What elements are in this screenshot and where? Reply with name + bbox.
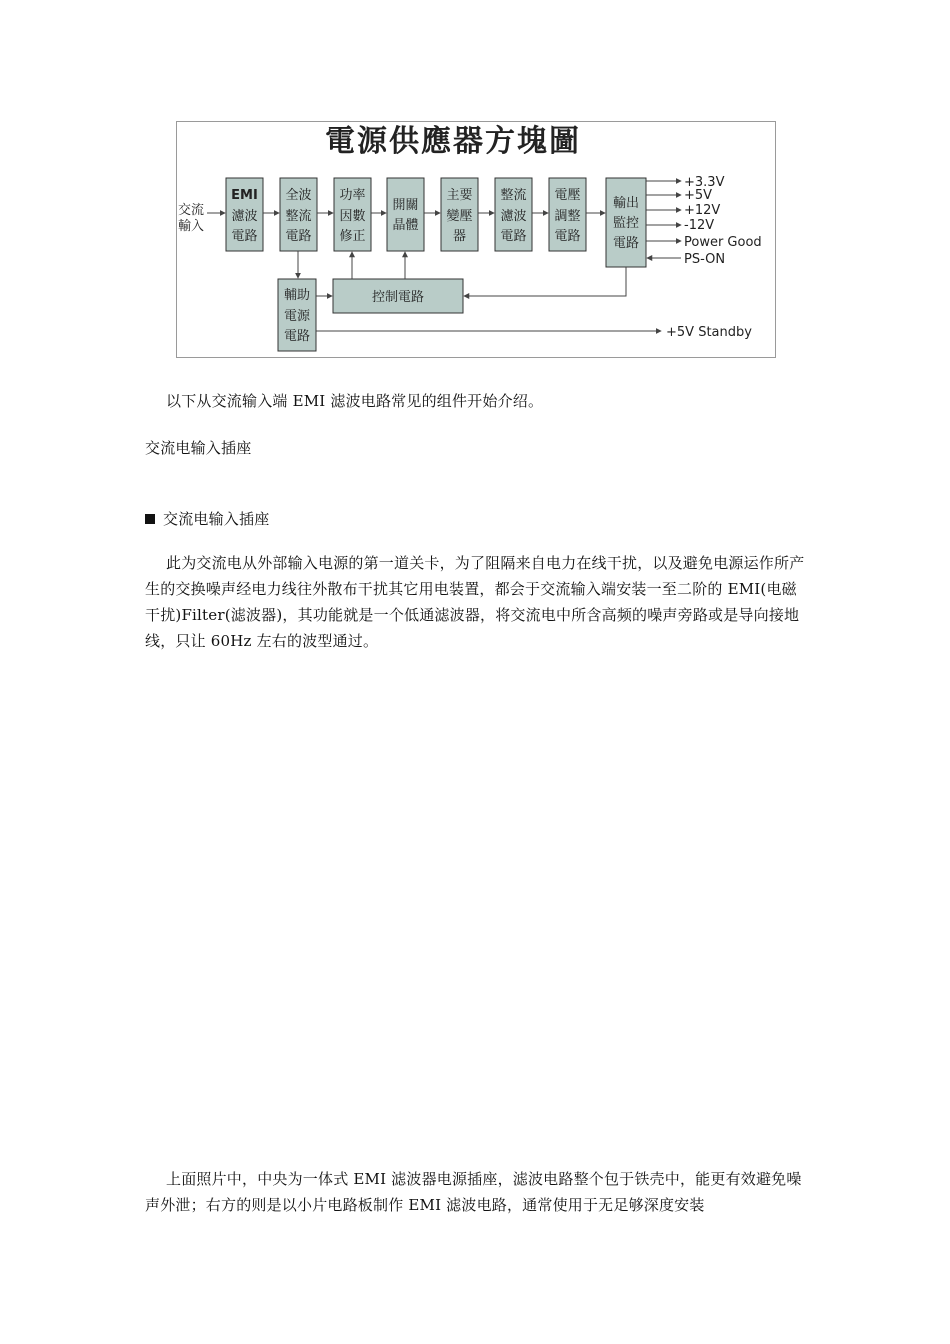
- block-emi-filter: [226, 178, 263, 251]
- bullet-title: 交流电输入插座: [163, 510, 270, 528]
- intro-paragraph: 以下从交流输入端 EMI 滤波电路常见的组件开始介绍。: [166, 392, 544, 410]
- block-control-label: 控制電路: [371, 290, 425, 305]
- input-label-line2: 輸入: [178, 219, 205, 234]
- body-paragraph-2: [145, 1166, 810, 1218]
- block-rectifier-line3: 電路: [285, 229, 312, 244]
- block-transformer: [441, 178, 478, 251]
- block-control-circuit: [333, 279, 463, 313]
- block-transformer-line2: 變壓: [446, 209, 473, 224]
- block-switch-line2: 晶體: [392, 218, 419, 233]
- block-regulator-line1: 電壓: [554, 188, 581, 203]
- block-regulator-line3: 電路: [554, 229, 581, 244]
- block-switch-transistor: [387, 178, 424, 251]
- standby-label: +5V Standby: [666, 325, 752, 340]
- block-filter-line3: 電路: [500, 229, 527, 244]
- block-pfc-line2: 因數: [339, 209, 366, 224]
- body-paragraph-1-text: 此为交流电从外部输入电源的第一道关卡，为了阻隔来自电力在线干扰，以及避免电源运作所产生的交换噪声经电力线往外散布干扰其它用电装置，都会于交流输入端安装一至二阶的 EMI(电磁干扰)Filter(滤波器)，其功能就是一个低通滤波器，将交流电中所含高频的噪声旁路或是导向接地线，只让 60Hz 左右的波型通过。: [145, 554, 805, 650]
- bullet-item: [145, 506, 269, 532]
- block-emi-line2: 濾波: [231, 209, 258, 224]
- output-label-ps-on: PS-ON: [684, 252, 726, 267]
- block-aux-power: [278, 279, 316, 351]
- block-monitor-line2: 監控: [612, 216, 640, 231]
- block-aux-line1: 輔助: [283, 288, 311, 303]
- bullet-square-icon: [145, 514, 155, 524]
- block-aux-line3: 電路: [283, 329, 311, 344]
- block-pfc-line1: 功率: [339, 188, 366, 203]
- block-regulator-line2: 調整: [554, 209, 581, 224]
- block-rectifier-line2: 整流: [285, 209, 312, 224]
- block-rectifier: [280, 178, 317, 251]
- output-label-neg12v: -12V: [684, 218, 715, 233]
- block-rectifier-line1: 全波: [285, 188, 312, 203]
- block-switch-line1: 開關: [392, 198, 419, 213]
- block-emi-line1: EMI: [231, 188, 258, 203]
- block-transformer-line3: 器: [452, 229, 467, 244]
- section-heading: 交流电输入插座: [145, 439, 252, 457]
- block-monitor-line3: 電路: [612, 236, 640, 251]
- block-transformer-line1: 主要: [446, 188, 473, 203]
- output-label-3v3: +3.3V: [684, 175, 725, 190]
- block-pfc: [334, 178, 371, 251]
- block-output-filter: [495, 178, 532, 251]
- block-voltage-regulator: [549, 178, 586, 251]
- block-filter-line2: 濾波: [500, 209, 527, 224]
- power-supply-block-diagram: [176, 121, 776, 358]
- block-output-monitor: [606, 178, 646, 267]
- output-label-12v: +12V: [684, 203, 721, 218]
- output-label-power-good: Power Good: [684, 235, 762, 250]
- block-emi-line3: 電路: [231, 229, 258, 244]
- block-aux-line2: 電源: [283, 309, 311, 324]
- input-label-line1: 交流: [178, 203, 205, 218]
- block-monitor-line1: 輸出: [612, 196, 640, 211]
- block-filter-line1: 整流: [500, 188, 527, 203]
- diagram-title: 電源供應器方塊圖: [325, 124, 581, 159]
- block-pfc-line3: 修正: [339, 229, 366, 244]
- body-paragraph-2-text: 上面照片中，中央为一体式 EMI 滤波器电源插座，滤波电路整个包于铁壳中，能更有效避免噪声外泄；右方的则是以小片电路板制作 EMI 滤波电路，通常使用于无足够深度安装: [145, 1170, 802, 1214]
- body-paragraph-1: [145, 550, 810, 654]
- output-label-5v: +5V: [684, 188, 713, 203]
